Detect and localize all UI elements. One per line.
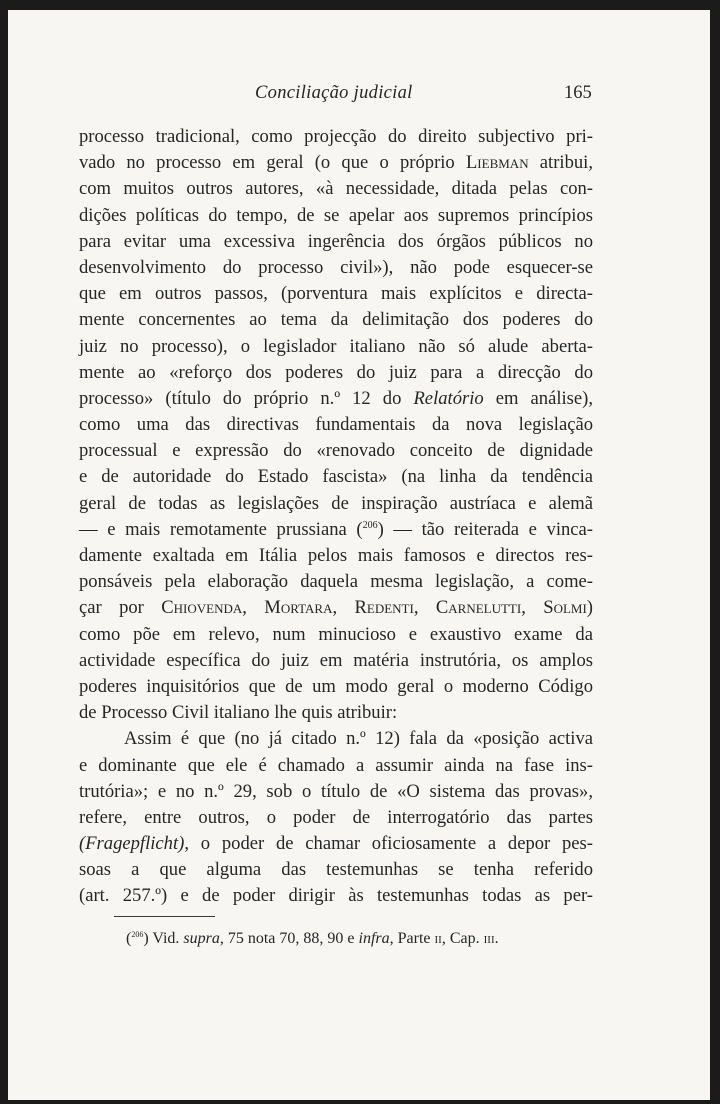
text-line: Assim é que (no já citado n.º 12) fala da «posição activa [124, 728, 593, 750]
author-names: Chiovenda, Mortara, Redenti, Carnelutti, Solmi [161, 597, 587, 619]
page-number: 165 [564, 83, 592, 103]
italic-term: (Fragepflicht) [79, 833, 185, 855]
footnote-marker: 206 [131, 930, 144, 939]
text-line: como põe em relevo, num minucioso e exaustivo exame da [79, 623, 593, 645]
footnote-reference: 206 [362, 519, 378, 531]
text-line: refere, entre outros, o poder de interrogatório das partes [79, 806, 593, 828]
text-line: mente ao «reforço dos poderes do juiz para a direcção do [79, 361, 593, 383]
text-line: — e mais remotamente prussiana ($^{206}$) — tão reiterada e vinca- [79, 518, 593, 540]
text-line: desenvolvimento do processo civil»), não pode esquecer-se [79, 256, 593, 278]
text-line: damente exaltada em Itália pelos mais famosos e directos res- [79, 545, 593, 566]
text-line: para evitar uma excessiva ingerência dos órgãos públicos no [79, 230, 593, 252]
text-line: processo» (título do próprio n.º 12 do Relatório em análise), [79, 387, 593, 409]
text-line: com muitos outros autores, «à necessidade, ditada pelas con- [79, 178, 593, 200]
text-line: como uma das directivas fundamentais da nova legislação [79, 414, 593, 436]
page-header [8, 83, 710, 111]
book-page [8, 10, 710, 1100]
text-line: poderes inquisitórios que de um modo geral o moderno Código [79, 675, 593, 697]
text-line: geral de todas as legislações de inspiração austríaca e alemã [79, 492, 593, 514]
text-line: (art. 257.º) e de poder dirigir às testemunhas todas as per- [79, 885, 593, 907]
footnote-divider [114, 916, 215, 917]
text-line: e dominante que ele é chamado a assumir ainda na fase ins- [79, 754, 593, 776]
text-line: mente concernentes ao tema da delimitação dos poderes do [79, 309, 593, 331]
footnote: ($^{206}$) Vid. supra, 75 nota 70, 88, 90 e infra, Parte ii, Cap. iii. [126, 930, 499, 947]
text-line: çar por Chiovenda, Mortara, Redenti, Carnelutti, Solmi) [79, 597, 593, 619]
text-line: ponsáveis pela elaboração daquela mesma legislação, a come- [79, 571, 593, 593]
text-line: juiz no processo), o legislador italiano não só alude aberta- [79, 335, 593, 357]
body-text [79, 124, 593, 910]
author-name: Liebman [465, 152, 529, 174]
italic-title: Relatório [413, 387, 484, 409]
text-line: que em outros passos, (porventura mais explícitos e directa- [79, 283, 593, 305]
running-title: Conciliação judicial [255, 83, 413, 103]
text-line: (Fragepflicht), o poder de chamar oficiosamente a depor pes- [79, 833, 593, 855]
text-line: de Processo Civil italiano lhe quis atribuir: [79, 702, 398, 724]
text-line: soas a que alguma das testemunhas se tenha referido [79, 859, 593, 881]
text-line: actividade específica do juiz em matéria instrutória, os amplos [79, 649, 593, 671]
text-line: vado no processo em geral (o que o próprio Liebman atribui, [79, 152, 593, 174]
text-line: processo tradicional, como projecção do direito subjectivo pri- [79, 126, 593, 147]
text-line: e de autoridade do Estado fascista» (na linha da tendência [79, 466, 593, 488]
text-line: trutória»; e no n.º 29, sob o título de «O sistema das provas», [79, 780, 593, 802]
text-line: processual e expressão do «renovado conceito de dignidade [79, 440, 593, 462]
text-line: dições políticas do tempo, de se apelar aos supremos princípios [79, 204, 593, 226]
